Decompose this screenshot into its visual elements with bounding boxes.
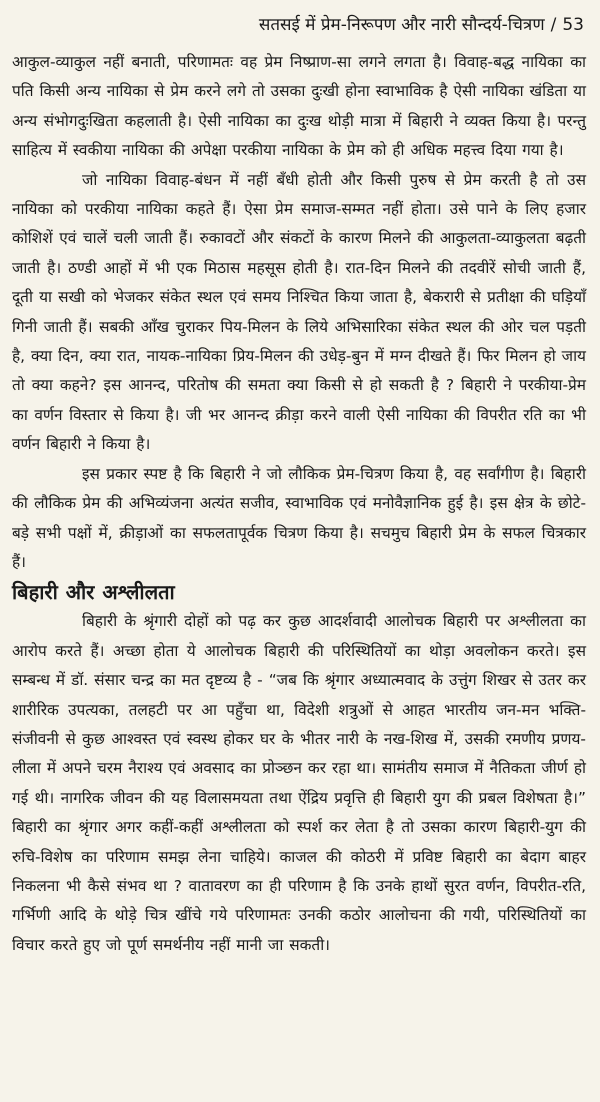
section-heading: बिहारी और अश्लीलता: [12, 580, 175, 605]
paragraph-continuation: आकुल-व्याकुल नहीं बनाती, परिणामतः वह प्रेम निष्प्राण-सा लगने लगता है। विवाह-बद्ध नायिका का पति किसी अन्य नायिका से प्रेम करने लगे तो उसका दुःखी होना स्वाभाविक है ऐसी नायिका खंडिता या अन्य संभोगदुःखिता कहलाती है। ऐसी नायिका का दुःख थोड़ी मात्रा में बिहारी ने व्यक्त किया है। परन्तु साहित्य में स्वकीया नायिका की अपेक्षा परकीया नायिका के प्रेम को ही अधिक महत्त्व दिया गया है।: [12, 53, 586, 160]
running-title: सतसई में प्रेम-निरूपण और नारी सौन्दर्य-चित्रण: [258, 15, 545, 35]
page-number: 53: [562, 15, 584, 35]
paragraph-parakiya-nayika: जो नायिका विवाह-बंधन में नहीं बँधी होती और किसी पुरुष से प्रेम करती है तो उस नायिका को परकीया नायिका कहते हैं। ऐसा प्रेम समाज-सम्मत नहीं होता। उसे पाने के लिए हजार कोशिशें एवं चालें चली जाती हैं। रुकावटों और संकटों के कारण मिलने की आकुलता-व्याकुलता बढ़ती जाती है। ठण्डी आहों में भी एक मिठास महसूस होती है। रात-दिन मिलने की तदवीरें सोची जाती हैं, दूती या सखी को भेजकर संकेत स्थल एवं समय निश्चित किया जाता है, बेकरारी से प्रतीक्षा की घड़ियाँ गिनी जाती हैं। सबकी आँख चुराकर पिय-मिलन के लिये अभिसारिका संकेत स्थल की ओर चल पड़ती है, क्या दिन, क्या रात, नायक-नायिका प्रिय-मिलन की उधेड़-बुन में मग्न दीखते हैं। फिर मिलन हो जाय तो क्या कहने? इस आनन्द, परितोष की समता क्या किसी से हो सकती है ? बिहारी ने परकीया-प्रेम का वर्णन विस्तार से किया है। जी भर आनन्द क्रीड़ा करने वाली ऐसी नायिका की विपरीत रति का भी वर्णन बिहारी ने किया है।: [12, 170, 586, 454]
body-text: [12, 48, 586, 960]
running-header: [12, 14, 584, 36]
header-separator: /: [550, 15, 557, 35]
paragraph-conclusion: इस प्रकार स्पष्ट है कि बिहारी ने जो लौकिक प्रेम-चित्रण किया है, वह सर्वांगीण है। बिहारी की लौकिक प्रेम की अभिव्यंजना अत्यंत सजीव, स्वाभाविक एवं मनोवैज्ञानिक हुई है। इस क्षेत्र के छोटे- बड़े सभी पक्षों में, क्रीड़ाओं का सफलतापूर्वक चित्रण किया है। सचमुच बिहारी प्रेम के सफल चित्रकार हैं।: [12, 464, 586, 571]
paragraph-ashlilta: बिहारी के श्रृंगारी दोहों को पढ़ कर कुछ आदर्शवादी आलोचक बिहारी पर अश्लीलता का आरोप करते हैं। अच्छा होता ये आलोचक बिहारी की परिस्थितियों का थोड़ा अवलोकन करते। इस सम्बन्ध में डॉ. संसार चन्द्र का मत दृष्टव्य है - “जब कि श्रृंगार अध्यात्मवाद के उत्तुंग शिखर से उतर कर शारीरिक उपत्यका, तलहटी पर आ पहुँचा था, विदेशी शत्रुओं से आहत भारतीय जन-मन भक्ति-संजीवनी से कुछ आश्वस्त एवं स्वस्थ होकर घर के भीतर नारी के नख-शिख में, उसकी रमणीय प्रणय-लीला में अपने चरम नैराश्य एवं अवसाद का प्रोञ्छन कर रहा था। सामंतीय समाज में नैतिकता जीर्ण हो गई थी। नागरिक जीवन की यह विलासमयता तथा ऐंद्रिय प्रवृत्ति ही बिहारी युग की प्रबल विशेषता है।” बिहारी का श्रृंगार अगर कहीं-कहीं अश्लीलता को स्पर्श कर लेता है तो उसका कारण बिहारी-युग की रुचि-विशेष का परिणाम समझ लेना चाहिये। काजल की कोठरी में प्रविष्ट बिहारी का बेदाग बाहर निकलना भी कैसे संभव था ? वातावरण का ही परिणाम है कि उनके हाथों सुरत वर्णन, विपरीत-रति, गर्भिणी आदि के थोड़े चित्र खींचे गये परिणामतः उनकी कठोर आलोचना की गयी, परिस्थितियों का विचार करते हुए जो पूर्ण समर्थनीय नहीं मानी जा सकती।: [12, 612, 586, 954]
